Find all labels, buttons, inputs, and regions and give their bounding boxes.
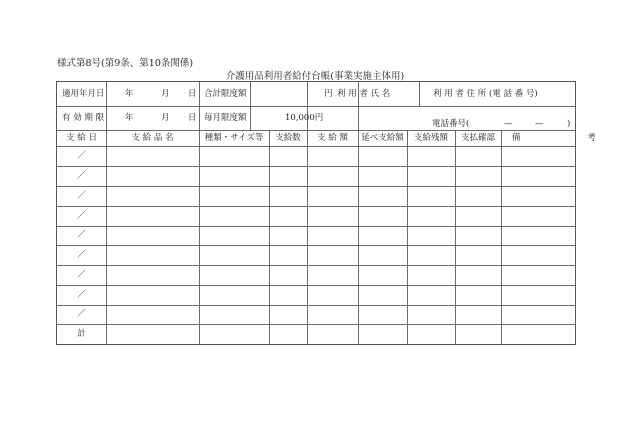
row-divider	[57, 245, 575, 246]
monthly-limit-label: 毎月限度額	[204, 113, 247, 123]
total-label: 計	[77, 329, 86, 339]
validity-year: 年	[125, 113, 134, 123]
row-divider	[57, 130, 575, 131]
year-label: 年	[125, 89, 134, 99]
phone-dash: —	[535, 119, 544, 129]
row-divider	[57, 285, 575, 286]
row-date-slash: ／	[77, 309, 86, 319]
row-date-slash: ／	[77, 250, 86, 260]
form-number: 様式第8号(第9条、第10条関係)	[57, 58, 194, 69]
row-divider	[57, 186, 575, 187]
row-date-slash: ／	[77, 290, 86, 300]
total-limit-label: 合計限度額	[204, 89, 247, 99]
user-address-label: 利 用 者 住 所 (電 話 番 号)	[433, 89, 538, 99]
column-header-cumulative: 延べ支給額	[361, 133, 404, 143]
validity-month: 月	[161, 113, 170, 123]
user-name-label: 利 用 者 氏 名	[337, 89, 391, 99]
column-divider	[358, 82, 359, 344]
column-divider	[250, 82, 251, 130]
total-limit-yen: 円	[324, 89, 333, 99]
column-header-remaining: 支給残額	[413, 133, 448, 143]
row-date-slash: ／	[77, 191, 86, 201]
phone-close: )	[567, 119, 571, 129]
column-divider	[501, 130, 502, 344]
column-divider	[407, 130, 408, 344]
column-divider	[419, 82, 420, 106]
row-date-slash: ／	[77, 270, 86, 280]
column-header-remarks: 備 考	[512, 133, 628, 143]
row-date-slash: ／	[77, 171, 86, 181]
row-date-slash: ／	[77, 230, 86, 240]
day-label: 日	[188, 89, 197, 99]
column-header-quantity: 支給数	[275, 133, 301, 143]
phone-dash: —	[504, 119, 513, 129]
validity-label: 有 効 期 限	[62, 113, 105, 123]
phone-label: 電話番号(	[432, 119, 470, 129]
validity-day: 日	[188, 113, 197, 123]
column-divider	[269, 130, 270, 344]
column-divider	[106, 82, 107, 344]
column-divider	[455, 130, 456, 344]
column-header-amount: 支 給 額	[317, 133, 348, 143]
row-divider	[57, 265, 575, 266]
ledger-table	[56, 81, 628, 345]
monthly-limit-value: 10,000円	[285, 113, 324, 123]
column-header-item-name: 支 給 品 名	[131, 133, 174, 143]
row-divider	[57, 206, 575, 207]
row-divider	[57, 305, 575, 306]
row-divider	[57, 166, 575, 167]
row-divider	[57, 146, 575, 147]
document-title: 介護用品利用者給付台帳(事業実施主体用)	[225, 71, 405, 82]
column-header-payment-confirm: 支払確認	[460, 133, 495, 143]
row-date-slash: ／	[77, 151, 86, 161]
column-header-date: 支 給 日	[66, 133, 97, 143]
column-divider	[199, 82, 200, 344]
row-divider	[57, 106, 575, 107]
month-label: 月	[161, 89, 170, 99]
application-date-label: 適用年月日	[62, 89, 105, 99]
column-header-type-size: 種類・サイズ等	[204, 133, 264, 143]
row-divider	[57, 226, 575, 227]
row-divider	[57, 324, 575, 325]
row-date-slash: ／	[77, 211, 86, 221]
